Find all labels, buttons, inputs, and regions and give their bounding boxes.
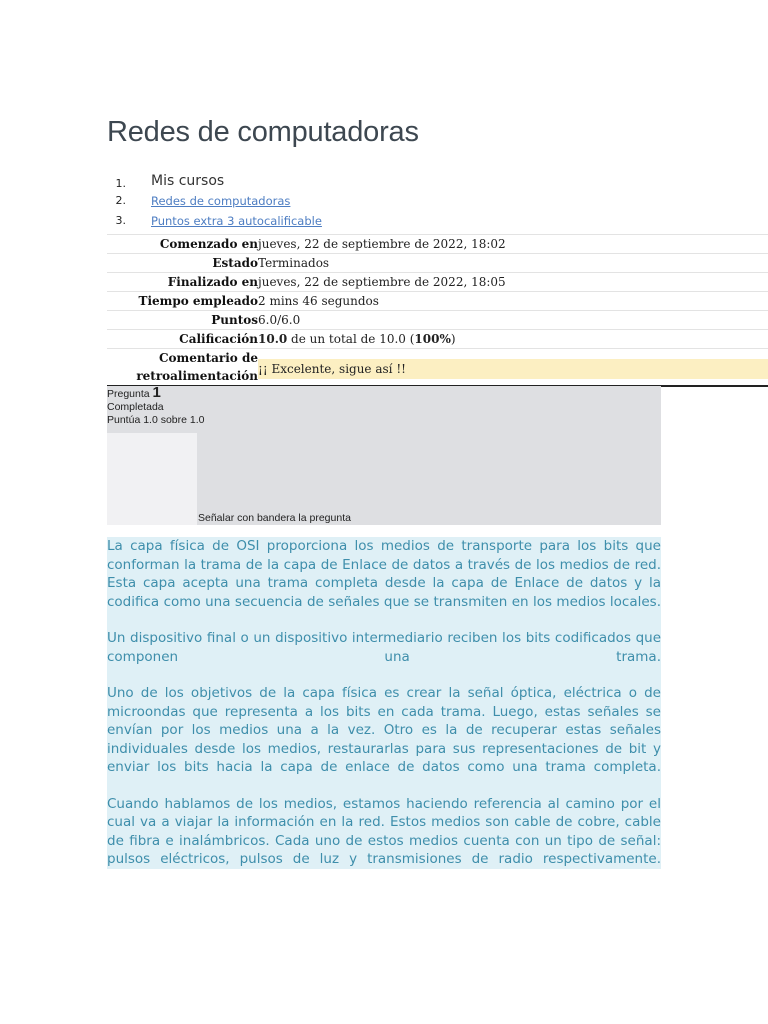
- breadcrumb-item-mis-cursos[interactable]: [115, 172, 322, 191]
- summary-label: Estado: [212, 256, 258, 270]
- summary-label: Puntos: [211, 313, 258, 327]
- question-info-column: [107, 433, 197, 525]
- summary-label: Tiempo empleado: [138, 294, 258, 308]
- breadcrumb-item-quiz[interactable]: [115, 211, 322, 231]
- summary-row-state: [107, 253, 768, 272]
- breadcrumb-item-course[interactable]: [115, 191, 322, 211]
- page-title: Redes de computadoras: [107, 116, 419, 148]
- summary-row-finished: [107, 272, 768, 291]
- breadcrumb-number: 1.: [115, 177, 126, 190]
- summary-value: jueves, 22 de septiembre de 2022, 18:05: [258, 275, 506, 289]
- attempt-summary-table: [107, 234, 768, 387]
- question-status: Completada: [107, 401, 164, 413]
- summary-row-started: [107, 234, 768, 253]
- breadcrumb-link-mis-cursos[interactable]: Mis cursos: [151, 173, 225, 189]
- summary-label: Calificación: [179, 332, 258, 346]
- breadcrumb-number: 3.: [115, 214, 126, 227]
- question-info-panel: [107, 386, 661, 525]
- summary-row-grade: [107, 329, 768, 348]
- question-number-line: [107, 386, 205, 401]
- grade-percent: 100%: [414, 332, 451, 346]
- breadcrumb-link-quiz[interactable]: Puntos extra 3 autocalificable: [151, 214, 322, 228]
- summary-value: Terminados: [258, 256, 330, 270]
- grade-score: 10.0: [258, 332, 288, 346]
- question-label: Pregunta: [107, 388, 150, 400]
- breadcrumb-link-course[interactable]: Redes de computadoras: [151, 194, 291, 208]
- summary-value: 2 mins 46 segundos: [258, 294, 379, 308]
- summary-row-time: [107, 291, 768, 310]
- feedback-value: ¡¡ Excelente, sigue así !!: [258, 359, 768, 379]
- summary-value: [258, 332, 456, 346]
- summary-row-points: [107, 310, 768, 329]
- grade-total-text: de un total de 10.0 (: [287, 332, 415, 346]
- summary-value: 6.0/6.0: [258, 313, 301, 327]
- summary-label: Finalizado en: [167, 275, 258, 289]
- breadcrumb: [115, 172, 322, 231]
- question-content: [107, 537, 661, 869]
- flag-question-link[interactable]: Señalar con bandera la pregunta: [198, 512, 351, 524]
- question-score: Puntúa 1.0 sobre 1.0: [107, 414, 205, 426]
- content-paragraph: La capa física de OSI proporciona los medios de transporte para los bits que conforman la trama de la capa de Enlace de datos a través de los medios de red. Esta capa acepta una trama completa desde la capa de Enlace de datos y la codifica como una secuencia de señales que se transmiten en los medios locales.: [107, 538, 661, 610]
- question-info-text: [107, 386, 205, 427]
- summary-row-feedback: [107, 348, 768, 387]
- summary-label: Comenzado en: [159, 237, 258, 251]
- summary-value: jueves, 22 de septiembre de 2022, 18:02: [258, 237, 506, 251]
- content-paragraph: Un dispositivo final o un dispositivo intermediario reciben los bits codificados que componen una trama.: [107, 630, 661, 665]
- summary-label: Comentario de retroalimentación: [136, 351, 258, 383]
- grade-close-paren: ): [450, 332, 456, 346]
- question-number: 1: [152, 384, 161, 401]
- breadcrumb-number: 2.: [115, 194, 126, 207]
- content-paragraph: Cuando hablamos de los medios, estamos haciendo referencia al camino por el cual va a viajar la información en la red. Estos medios son cable de cobre, cable de fibra e inalámbricos. Cada uno de estos medios cuenta con un tipo de señal: pulsos eléctricos, pulsos de luz y transmisiones de radio respectivamente.: [107, 795, 661, 867]
- content-paragraph: Uno de los objetivos de la capa física es crear la señal óptica, eléctrica o de microondas que representa a los bits en cada trama. Luego, estas señales se envían por los medios una a la vez. Otro es la de recuperar estas señales individuales desde los medios, restaurarlas para sus representaciones de bit y enviar los bits hacia la capa de enlace de datos como una trama completa.: [107, 685, 661, 775]
